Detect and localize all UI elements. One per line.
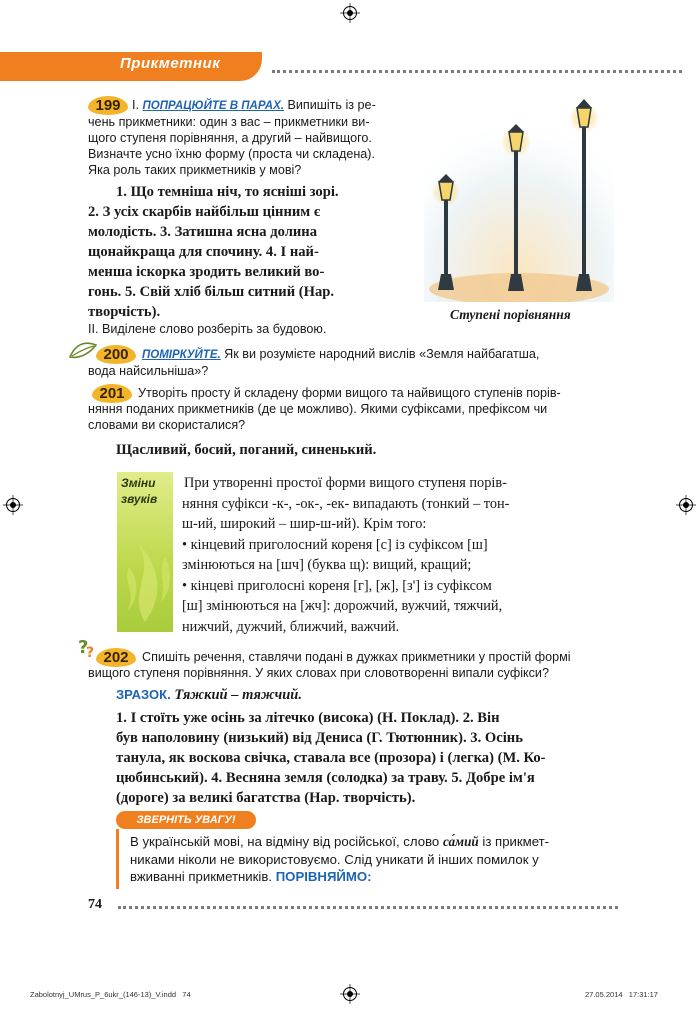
exercise-199-text: 1. Що темніша ніч, то ясніші зорі. 2. З усіх скарбів найбільш цінним є молодість. 3. Затишна ясна долина щонайкраща для спочину. 4. І най- менша іскорка зродить великий во- гонь. 5. Свій хліб більш ситний (Нар. творчість). bbox=[88, 184, 339, 320]
registration-mark-left bbox=[3, 495, 23, 520]
illustration-caption: Ступені порівняння bbox=[450, 307, 571, 322]
rule-side-label-2: звуків bbox=[121, 492, 158, 506]
exercise-200-text: ПОМІРКУЙТЕ. Як ви розумієте народний вислів «Земля найбагатша, вода найсильніша»? bbox=[88, 347, 540, 378]
attention-text: В українській мові, на відміну від російської, слово са́мий із прикмет- никами ніколи не використовуємо. Слід уникати й інших помилок у вживанні прикметників. ПОРІВНЯЙМО: bbox=[130, 834, 550, 884]
exercise-199-instructions: І. ПОПРАЦЮЙТЕ В ПАРАХ. Випишіть із ре- чень прикметники: один з вас – прикметники ви- щого ступеня порівняння, а другий – найвищого. Визначте усно їхню форму (проста чи складена). Яка роль таких прикметників у мові? bbox=[88, 98, 376, 177]
file-date: 27.05.2014 17:31:17 bbox=[585, 990, 658, 999]
file-slug: Zabolotnyj_UMrus_P_6ukr_(146-13)_V.indd 74 bbox=[30, 990, 191, 999]
registration-mark-right bbox=[676, 495, 696, 520]
registration-mark-bottom bbox=[340, 984, 360, 1009]
chapter-title: Прикметник bbox=[120, 55, 221, 72]
sample-line bbox=[116, 686, 302, 704]
lamps-illustration bbox=[424, 94, 614, 302]
rule-side-panel bbox=[117, 472, 173, 632]
exercise-202-sentences: 1. І стоїть уже осінь за літечко (висока) (Н. Поклад). 2. Він був наполовину (низький) від Дениса (Г. Тютюнник). 3. Осінь танула, як воскова свічка, ставала все (прозора) і (легка) (М. Ко- цюбинський). 4. Весняна земля (солодка) за траву. 5. Добре ім'я (дороге) за великі багатства (Нар. творчість). bbox=[116, 710, 546, 806]
sample-text: Тяжкий – тяжчий. bbox=[170, 687, 302, 703]
exercise-201-words: Щасливий, босий, поганий, синенький. bbox=[116, 442, 377, 458]
exercise-number-200: 200 bbox=[96, 345, 136, 364]
rule-text: При утворенні простої форми вищого ступеня порів- няння суфікси -к-, -ок-, -ек- випадають (тонкий – тон- ш-ий, широкий – шир-ш-ий). Крім того: • кінцевий приголосний кореня [с] із суфіксом [ш] змінюються на [шч] (буква щ): вищий, кращий; • кінцеві приголосні кореня [г], [ж], [з'] із суфіксом [ш] змінюються на [жч]: дорожчий, вужчий, тяжчий, нижчий, дужчий, ближчий, важчий. bbox=[182, 475, 510, 635]
page-number: 74 bbox=[88, 897, 102, 912]
exercise-201-text: Утворіть просту й складену форми вищого та найвищого ступенів порів- няння поданих прикметників (де це можливо). Якими суфіксами, префіксом чи словами ви скористалися? bbox=[88, 386, 561, 432]
header-dotted-rule bbox=[272, 70, 682, 73]
exercise-number-201: 201 bbox=[92, 384, 132, 403]
registration-mark-top bbox=[340, 3, 360, 28]
svg-text:?: ? bbox=[78, 637, 89, 658]
exercise-number-199: 199 bbox=[88, 96, 128, 115]
sample-label: ЗРАЗОК. bbox=[116, 687, 171, 702]
exercise-number-202: 202 bbox=[96, 648, 136, 667]
svg-text:?: ? bbox=[86, 645, 95, 661]
exercise-199-part2: ІІ. Виділене слово розберіть за будовою. bbox=[88, 322, 327, 336]
exercise-202-text: Спишіть речення, ставлячи подані в дужках прикметники у простій формі вищого ступеня порівняння. У яких словах при словотворенні випали суфікси? bbox=[88, 650, 571, 680]
attention-pill: ЗВЕРНІТЬ УВАГУ! bbox=[116, 811, 256, 829]
label-think: ПОМІРКУЙТЕ. bbox=[142, 349, 221, 361]
label-work-in-pairs: ПОПРАЦЮЙТЕ В ПАРАХ. bbox=[142, 100, 284, 112]
rule-side-label-1: Зміни bbox=[121, 476, 156, 490]
footer-dotted-rule bbox=[118, 906, 618, 909]
